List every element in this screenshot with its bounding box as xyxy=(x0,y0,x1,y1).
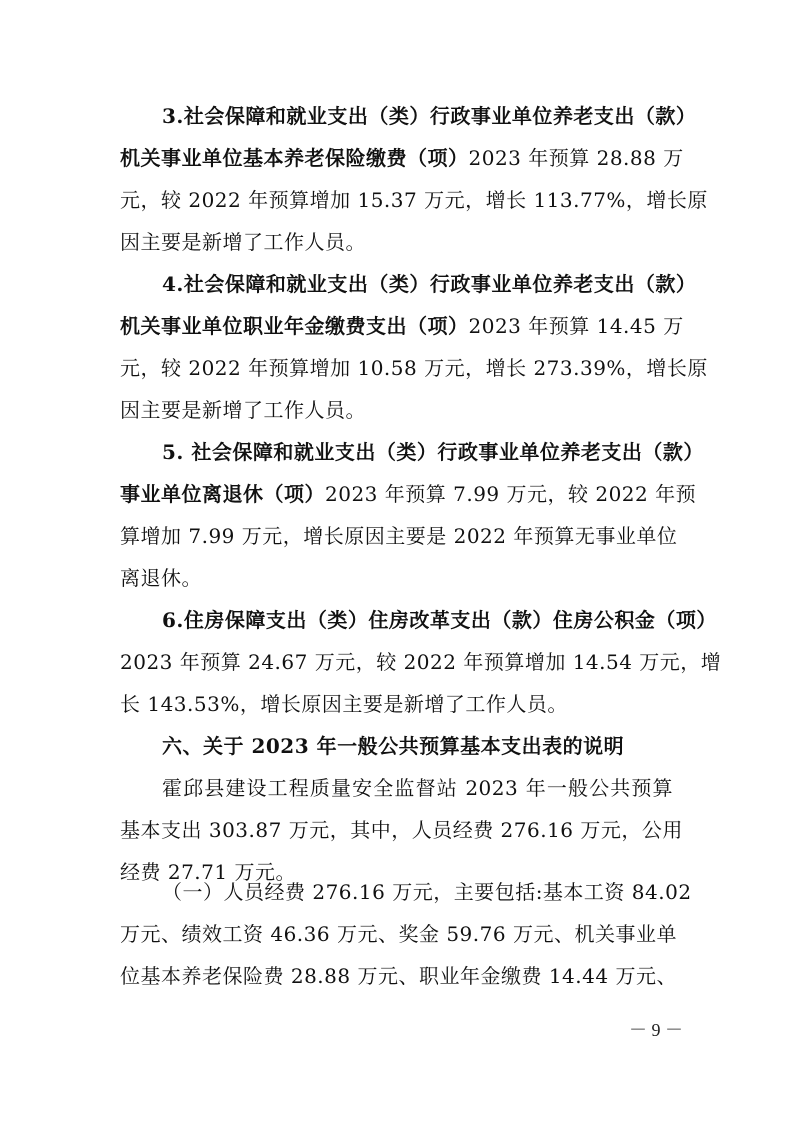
page-number: － 9 － xyxy=(629,1020,683,1040)
paragraph-3-rest: 2023 年预算 28.88 万 xyxy=(468,146,684,170)
paragraph-5-bold-prefix: 事业单位离退休（项） xyxy=(120,482,325,506)
paragraph-4-line-3: 元，较 2022 年预算增加 10.58 万元，增长 273.39%，增长原 xyxy=(120,356,708,380)
paragraph-5-line-1: 5. 社会保障和就业支出（类）行政事业单位养老支出（款） xyxy=(162,440,704,464)
paragraph-5-line-2 xyxy=(120,474,697,514)
paragraph-5-line-3: 算增加 7.99 万元，增长原因主要是 2022 年预算无事业单位 xyxy=(120,524,678,548)
detail-line-2: 万元、绩效工资 46.36 万元、奖金 59.76 万元、机关事业单 xyxy=(120,922,677,946)
paragraph-5-rest: 2023 年预算 7.99 万元，较 2022 年预 xyxy=(325,482,697,506)
paragraph-6-line-3: 长 143.53%，增长原因主要是新增了工作人员。 xyxy=(120,692,568,716)
paragraph-3-bold-prefix: 机关事业单位基本养老保险缴费（项） xyxy=(120,146,469,170)
summary-line-3: 经费 27.71 万元。 xyxy=(120,860,296,884)
paragraph-6-line-1: 6.住房保障支出（类）住房改革支出（款）住房公积金（项） xyxy=(162,608,717,632)
paragraph-3-line-4: 因主要是新增了工作人员。 xyxy=(120,230,366,254)
paragraph-4-line-1: 4.社会保障和就业支出（类）行政事业单位养老支出（款） xyxy=(162,272,697,296)
summary-line-2: 基本支出 303.87 万元，其中，人员经费 276.16 万元，公用 xyxy=(120,818,683,842)
paragraph-3-line-1: 3.社会保障和就业支出（类）行政事业单位养老支出（款） xyxy=(162,104,697,128)
paragraph-6-line-2: 2023 年预算 24.67 万元，较 2022 年预算增加 14.54 万元，增 xyxy=(120,650,722,674)
paragraph-5-line-4: 离退休。 xyxy=(120,566,202,590)
paragraph-3-line-2 xyxy=(120,138,684,178)
paragraph-4-rest: 2023 年预算 14.45 万 xyxy=(468,314,684,338)
paragraph-4-line-4: 因主要是新增了工作人员。 xyxy=(120,398,366,422)
paragraph-3-line-3: 元，较 2022 年预算增加 15.37 万元，增长 113.77%，增长原 xyxy=(120,188,708,212)
summary-line-1: 霍邱县建设工程质量安全监督站 2023 年一般公共预算 xyxy=(162,776,673,800)
detail-line-3: 位基本养老保险费 28.88 万元、职业年金缴费 14.44 万元、 xyxy=(120,964,677,988)
paragraph-4-line-2 xyxy=(120,306,684,346)
paragraph-4-bold-prefix: 机关事业单位职业年金缴费支出（项） xyxy=(120,314,469,338)
section-heading: 六、关于 2023 年一般公共预算基本支出表的说明 xyxy=(162,734,625,758)
detail-line-1: （一）人员经费 276.16 万元，主要包括:基本工资 84.02 xyxy=(162,880,692,904)
